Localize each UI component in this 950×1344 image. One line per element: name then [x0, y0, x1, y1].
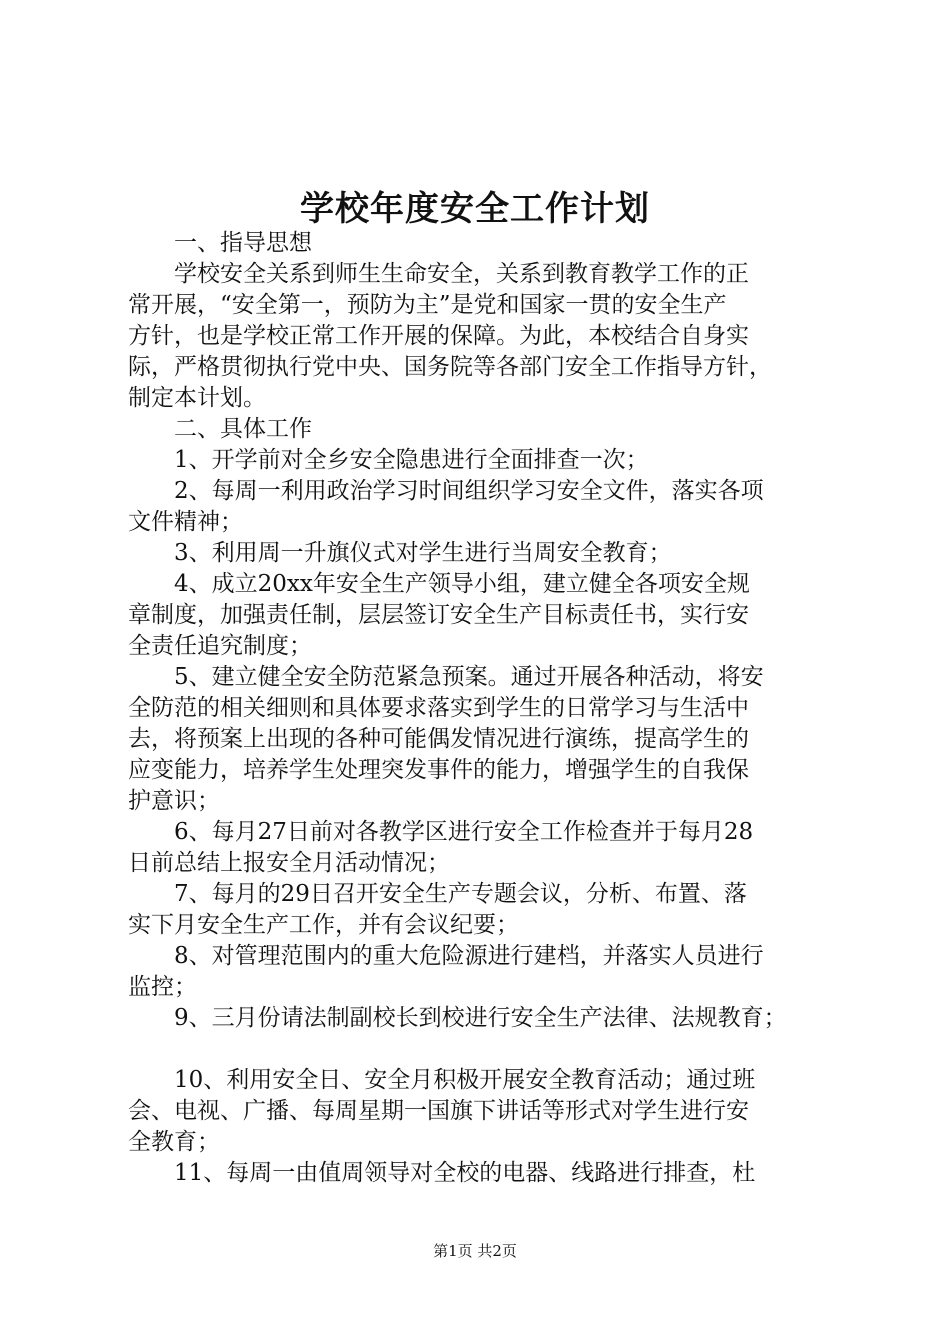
text-line: 护意识；: [128, 788, 220, 814]
text-line: 2、每周一利用政治学习时间组织学习安全文件，落实各项: [128, 478, 764, 504]
document-title: 学校年度安全工作计划: [300, 189, 650, 229]
text-line: 全责任追究制度；: [128, 633, 312, 659]
text-line: 6、每月27日前对各教学区进行安全工作检查并于每月28: [128, 819, 754, 845]
text-line: 一、指导思想: [128, 230, 312, 256]
text-line: 8、对管理范围内的重大危险源进行建档，并落实人员进行: [128, 943, 764, 969]
blank-line: [128, 1034, 833, 1065]
text-line: 去，将预案上出现的各种可能偶发情况进行演练，提高学生的: [128, 726, 749, 752]
text-line: 10、利用安全日、安全月积极开展安全教育活动；通过班: [128, 1067, 756, 1093]
text-line: 1、开学前对全乡安全隐患进行全面排查一次；: [128, 447, 649, 473]
text-line: 4、成立20xx年安全生产领导小组，建立健全各项安全规: [128, 571, 750, 597]
text-line: 应变能力，培养学生处理突发事件的能力，增强学生的自我保: [128, 757, 749, 783]
text-line: 二、具体工作: [128, 416, 312, 442]
text-line: 7、每月的29日召开安全生产专题会议，分析、布置、落: [128, 881, 747, 907]
text-line: 常开展，“安全第一，预防为主”是党和国家一贯的安全生产: [128, 292, 727, 318]
text-line: 3、利用周一升旗仪式对学生进行当周安全教育；: [128, 540, 672, 566]
text-line: 监控；: [128, 974, 197, 1000]
text-line: 11、每周一由值周领导对全校的电器、线路进行排查，杜: [128, 1160, 756, 1186]
text-line: 制定本计划。: [128, 385, 266, 411]
text-line: 方针，也是学校正常工作开展的保障。为此，本校结合自身实: [128, 323, 749, 349]
text-line: 9、三月份请法制副校长到校进行安全生产法律、法规教育；: [128, 1005, 787, 1031]
text-line: 会、电视、广播、每周星期一国旗下讲话等形式对学生进行安: [128, 1098, 749, 1124]
text-line: 5、建立健全安全防范紧急预案。通过开展各种活动，将安: [128, 664, 764, 690]
text-line: 全教育；: [128, 1129, 220, 1155]
text-line: 文件精神；: [128, 509, 243, 535]
text-line: 日前总结上报安全月活动情况；: [128, 850, 450, 876]
document-body: [128, 228, 833, 1189]
text-line: 学校安全关系到师生生命安全，关系到教育教学工作的正: [128, 261, 749, 287]
text-line: 际，严格贯彻执行党中央、国务院等各部门安全工作指导方针，: [128, 354, 772, 380]
page-footer: 第1页 共2页: [433, 1242, 517, 1260]
text-line: 全防范的相关细则和具体要求落实到学生的日常学习与生活中: [128, 695, 749, 721]
text-line: 实下月安全生产工作，并有会议纪要；: [128, 912, 519, 938]
text-line: 章制度，加强责任制，层层签订安全生产目标责任书，实行安: [128, 602, 749, 628]
